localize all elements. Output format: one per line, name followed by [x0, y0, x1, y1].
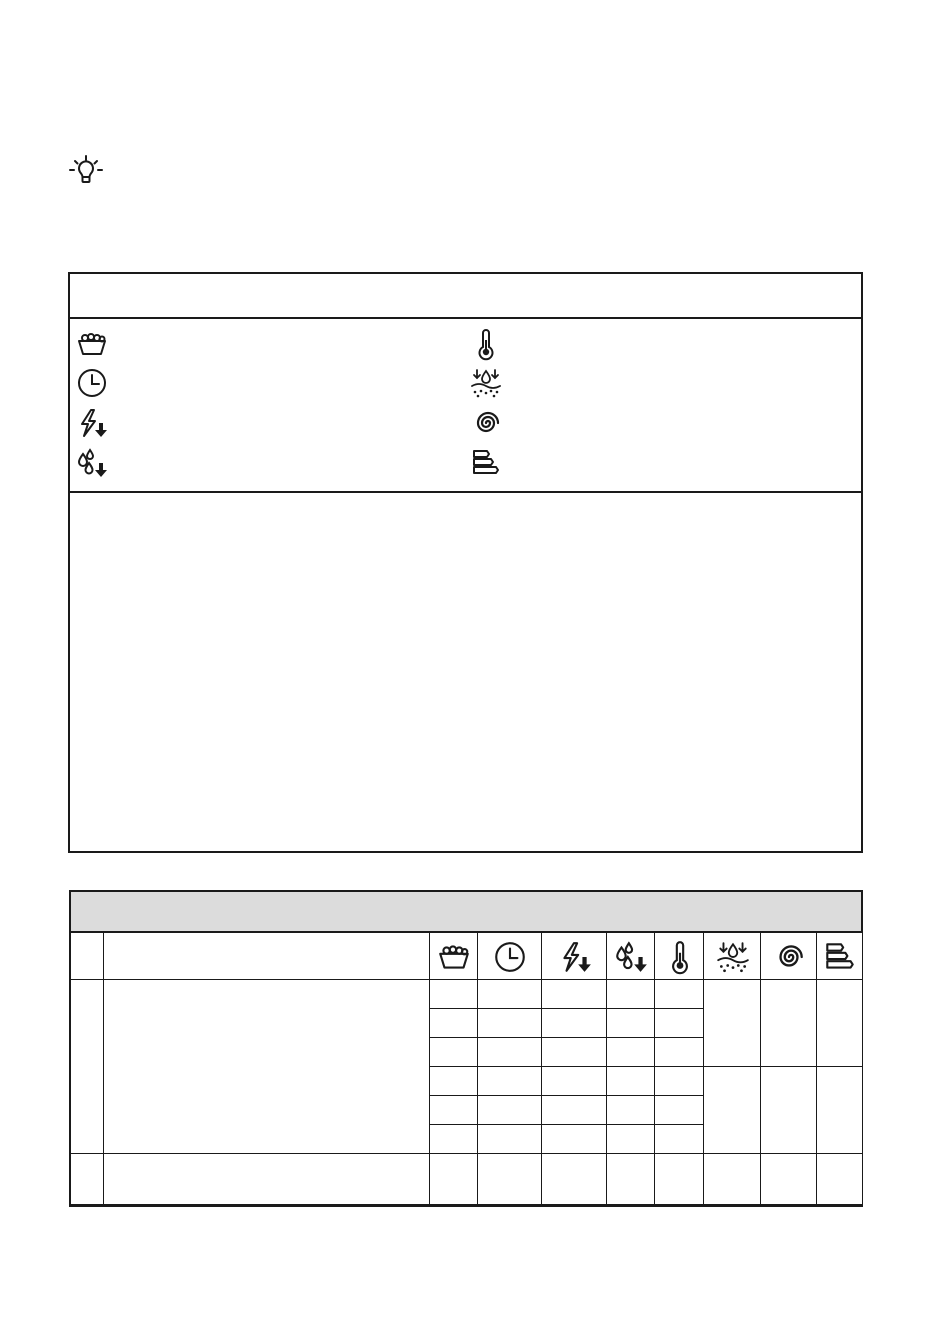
table-cell	[478, 1096, 542, 1125]
energy-label-icon	[822, 939, 858, 975]
legend-body	[70, 493, 861, 851]
table-cell	[655, 1125, 704, 1154]
clock-icon	[492, 939, 528, 975]
table-cell	[430, 1125, 478, 1154]
header-cell-laundry-basket-icon	[430, 933, 478, 980]
energy-label-icon	[469, 446, 503, 480]
header-cell-energy-label-icon	[817, 933, 863, 980]
symbol-legend	[68, 272, 863, 853]
table-cell	[704, 1154, 761, 1205]
table-cell	[607, 1009, 655, 1038]
water-spray-icon	[715, 939, 751, 975]
header-cell-clock-icon	[478, 933, 542, 980]
table-cell	[430, 1067, 478, 1096]
table-cell	[542, 1096, 607, 1125]
table-cell	[430, 1009, 478, 1038]
water-consumption-icon	[613, 939, 649, 975]
table-cell	[430, 1038, 478, 1067]
table-cell	[655, 1009, 704, 1038]
table-cell-merged	[761, 980, 817, 1067]
table-cell	[542, 1067, 607, 1096]
laundry-basket-icon	[436, 939, 472, 975]
table-title-bar	[69, 890, 863, 933]
table-cell-merged	[817, 1067, 863, 1154]
header-cell-water-spray-icon	[704, 933, 761, 980]
table-cell-merged	[704, 980, 761, 1067]
table-cell	[817, 1154, 863, 1205]
table-cell	[430, 980, 478, 1009]
table-cell-merged	[704, 1067, 761, 1154]
lightbulb-icon	[66, 152, 106, 192]
laundry-basket-icon	[75, 327, 109, 361]
header-cell-number	[71, 933, 104, 980]
table-cell	[478, 980, 542, 1009]
energy-consumption-icon	[557, 939, 593, 975]
water-spray-icon	[469, 366, 503, 400]
table-cell	[655, 1067, 704, 1096]
header-cell-thermometer-icon	[655, 933, 704, 980]
table-cell	[607, 1038, 655, 1067]
table-cell	[478, 1154, 542, 1205]
table-cell	[655, 1096, 704, 1125]
table-cell	[761, 1154, 817, 1205]
table-cell	[478, 1009, 542, 1038]
table-cell	[607, 1096, 655, 1125]
energy-consumption-icon	[75, 406, 109, 440]
legend-header	[70, 274, 861, 319]
table-cell	[478, 1125, 542, 1154]
table-cell	[430, 1154, 478, 1205]
table-cell	[607, 1125, 655, 1154]
table-cell	[542, 1125, 607, 1154]
table-cell-merged	[817, 980, 863, 1067]
table-cell	[430, 1096, 478, 1125]
table-cell	[542, 1154, 607, 1205]
thermometer-icon	[662, 939, 698, 975]
table-cell	[655, 1154, 704, 1205]
table-cell	[542, 1038, 607, 1067]
table-row-programme	[104, 1154, 430, 1205]
programme-table	[69, 890, 863, 1207]
spiral-spin-icon	[469, 406, 503, 440]
table-cell	[478, 1038, 542, 1067]
header-cell-programme	[104, 933, 430, 980]
header-cell-energy-consumption-icon	[542, 933, 607, 980]
table-cell	[655, 1038, 704, 1067]
table-cell	[607, 1154, 655, 1205]
table-row-number	[71, 1154, 104, 1205]
spiral-spin-icon	[771, 939, 807, 975]
header-cell-spiral-spin-icon	[761, 933, 817, 980]
clock-icon	[75, 366, 109, 400]
header-cell-water-consumption-icon	[607, 933, 655, 980]
thermometer-icon	[469, 327, 503, 361]
table-cell	[478, 1067, 542, 1096]
table-cell	[607, 1067, 655, 1096]
table-cell	[655, 980, 704, 1009]
table-row-programme	[104, 980, 430, 1154]
table-cell	[607, 980, 655, 1009]
table-cell	[542, 1009, 607, 1038]
water-consumption-icon	[75, 446, 109, 480]
table-grid	[69, 933, 863, 1207]
table-cell	[542, 980, 607, 1009]
table-row-number	[71, 980, 104, 1154]
table-cell-merged	[761, 1067, 817, 1154]
